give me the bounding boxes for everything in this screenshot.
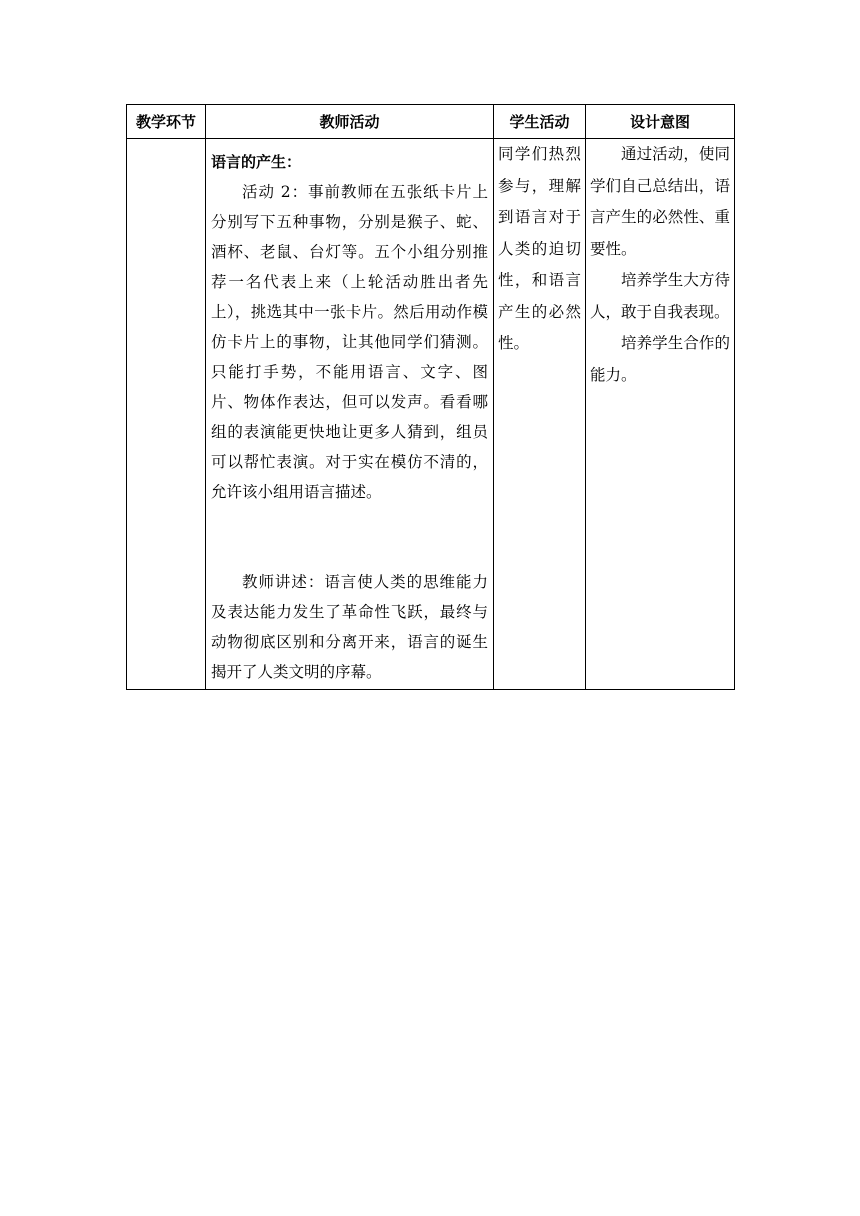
header-teacher-activity: 教师活动 — [206, 105, 494, 139]
design-intent-paragraph-2: 培养学生大方待人，敢于自我表现。 — [590, 271, 730, 321]
teacher-activity-heading: 语言的产生： — [211, 153, 302, 171]
table-header-row — [127, 105, 735, 139]
cell-stage — [127, 139, 206, 690]
paragraph-spacer — [211, 507, 488, 567]
lesson-plan-page — [126, 104, 735, 690]
lesson-plan-table — [126, 104, 735, 690]
cell-design-intent — [586, 139, 735, 690]
cell-student-activity: 同学们热烈参与，理解到语言对于人类的迫切性，和语言产生的必然性。 — [494, 139, 586, 690]
table-row — [127, 139, 735, 690]
teacher-activity-paragraph-1: 活动 2：事前教师在五张纸卡片上分别写下五种事物，分别是猴子、蛇、酒杯、老鼠、台灯等。五个小组分别推荐一名代表上来（上轮活动胜出者先上），挑选其中一张卡片。然后用动作模仿卡片上的事物，让其他同学们猜测。只能打手势，不能用语言、文字、图片、物体作表达，但可以发声。看看哪组的表演能更快地让更多人猜到，组员可以帮忙表演。对于实在模仿不清的，允许该小组用语言描述。 — [211, 183, 488, 501]
teacher-activity-paragraph-2: 教师讲述：语言使人类的思维能力及表达能力发生了革命性飞跃，最终与动物彻底区别和分离开来，语言的诞生揭开了人类文明的序幕。 — [211, 573, 488, 681]
header-design-intent: 设计意图 — [586, 105, 735, 139]
design-intent-paragraph-3: 培养学生合作的能力。 — [590, 334, 730, 384]
header-stage: 教学环节 — [127, 105, 206, 139]
design-intent-paragraph-1: 通过活动，使同学们自己总结出，语言产生的必然性、重要性。 — [590, 145, 730, 258]
cell-teacher-activity — [206, 139, 494, 690]
header-student-activity: 学生活动 — [494, 105, 586, 139]
